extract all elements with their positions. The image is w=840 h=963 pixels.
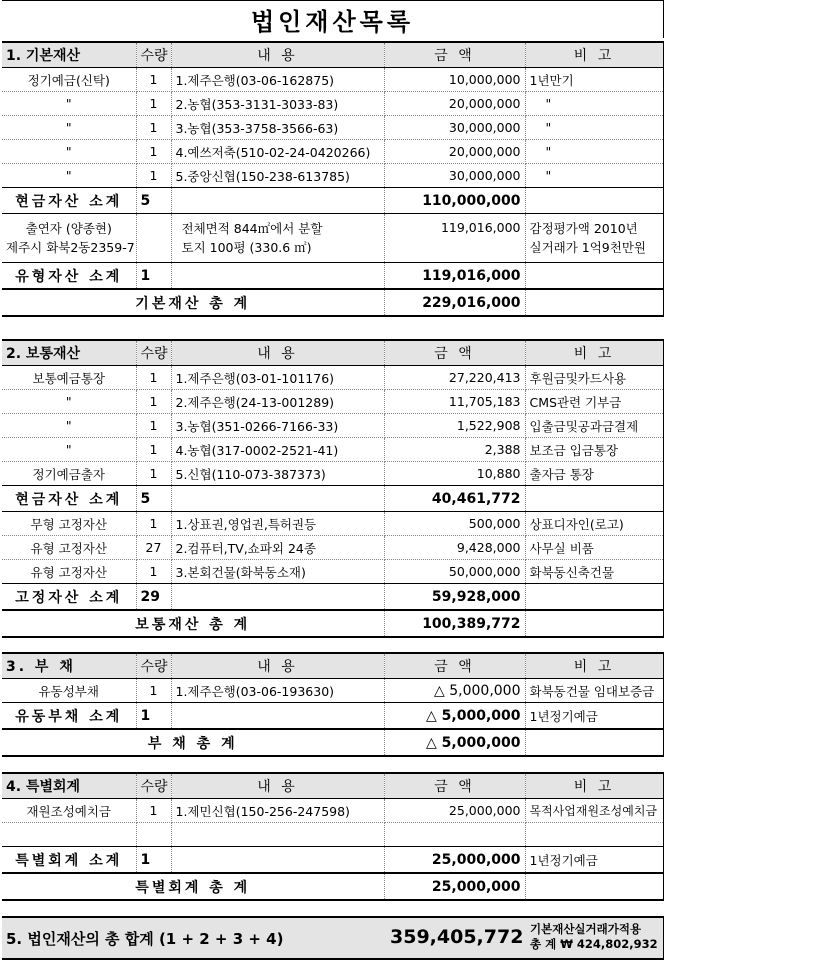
land-desc xyxy=(171,214,384,263)
table-row xyxy=(2,560,663,584)
item-qty: 1 xyxy=(136,679,171,703)
grand-total-note xyxy=(530,922,658,952)
land-desc-line1: 전체면적 844㎡에서 분할 xyxy=(181,221,323,236)
total-amount: 100,389,772 xyxy=(384,610,525,637)
section-title: 3. 부 채 xyxy=(2,653,136,679)
col-desc-header: 내 용 xyxy=(171,773,384,799)
item-desc: 2.농협(353-3131-3033-83) xyxy=(171,92,384,116)
table-row xyxy=(2,679,663,703)
subtotal-note: 1년정기예금 xyxy=(525,847,663,874)
item-amount: 10,880 xyxy=(384,462,525,486)
item-name: 무형 고정자산 xyxy=(2,512,136,536)
item-qty: 27 xyxy=(136,536,171,560)
total-amount: 25,000,000 xyxy=(384,873,525,900)
item-amount: 9,428,000 xyxy=(384,536,525,560)
subtotal-row xyxy=(2,584,663,611)
item-note: 목적사업재원조성예치금 xyxy=(525,799,663,823)
item-note: 보조금 입금통장 xyxy=(525,438,663,462)
table-row xyxy=(2,438,663,462)
item-name: 보통예금통장 xyxy=(2,366,136,390)
item-note: CMS관련 기부금 xyxy=(525,390,663,414)
col-desc-header: 내 용 xyxy=(171,653,384,679)
land-owner-line2: 제주시 화북2동2359-7 xyxy=(6,240,135,255)
land-note-line1: 감정평가액 2010년 xyxy=(529,221,638,236)
subtotal-row xyxy=(2,847,663,874)
item-qty: 1 xyxy=(136,116,171,140)
item-amount: 27,220,413 xyxy=(384,366,525,390)
land-owner-line1: 출연자 (양종현) xyxy=(25,221,112,236)
item-amount: 2,388 xyxy=(384,438,525,462)
land-note-line2: 실거래가 1억9천만원 xyxy=(529,240,646,255)
col-amount-header: 금 액 xyxy=(384,340,525,366)
item-amount: 50,000,000 xyxy=(384,560,525,584)
item-name: " xyxy=(2,92,136,116)
item-qty: 1 xyxy=(136,512,171,536)
item-desc: 3.본회건물(화북동소재) xyxy=(171,560,384,584)
basic-property-table xyxy=(2,41,664,317)
item-name: 정기예금(신탁) xyxy=(2,68,136,92)
item-amount: 11,705,183 xyxy=(384,390,525,414)
item-note: 출자금 통장 xyxy=(525,462,663,486)
total-row xyxy=(2,729,663,756)
item-note: 후원금및카드사용 xyxy=(525,366,663,390)
section-title: 2. 보통재산 xyxy=(2,340,136,366)
item-qty: 1 xyxy=(136,799,171,823)
land-desc-line2: 토지 100평 (330.6 ㎡) xyxy=(181,240,312,255)
subtotal-row xyxy=(2,263,663,290)
col-qty-header: 수량 xyxy=(136,340,171,366)
item-note: " xyxy=(525,92,663,116)
total-row xyxy=(2,610,663,637)
total-label: 특별회계 총 계 xyxy=(2,873,384,900)
table-row xyxy=(2,823,663,847)
subtotal-row xyxy=(2,188,663,214)
section-header xyxy=(2,42,663,68)
col-qty-header: 수량 xyxy=(136,42,171,68)
item-amount: 20,000,000 xyxy=(384,92,525,116)
item-note: 입출금및공과금결제 xyxy=(525,414,663,438)
subtotal-label: 현금자산 소계 xyxy=(2,188,136,214)
col-note-header: 비 고 xyxy=(525,340,663,366)
item-desc: 1.제주은행(03-06-162875) xyxy=(171,68,384,92)
item-name: 유동성부채 xyxy=(2,679,136,703)
item-desc: 1.제주은행(03-01-101176) xyxy=(171,366,384,390)
item-note: 사무실 비품 xyxy=(525,536,663,560)
total-row xyxy=(2,873,663,900)
item-amount: △ 5,000,000 xyxy=(384,679,525,703)
subtotal-qty: 5 xyxy=(136,486,171,512)
col-qty-header: 수량 xyxy=(136,653,171,679)
subtotal-qty: 1 xyxy=(136,703,171,730)
item-name: 유형 고정자산 xyxy=(2,536,136,560)
item-qty: 1 xyxy=(136,68,171,92)
table-row xyxy=(2,140,663,164)
item-qty: 1 xyxy=(136,414,171,438)
item-note: " xyxy=(525,140,663,164)
grand-note-line2: 총 계 ₩ 424,802,932 xyxy=(530,937,658,951)
item-qty: 1 xyxy=(136,438,171,462)
item-qty: 1 xyxy=(136,390,171,414)
table-row xyxy=(2,366,663,390)
item-amount: 30,000,000 xyxy=(384,116,525,140)
item-qty: 1 xyxy=(136,92,171,116)
item-name: 재원조성예치금 xyxy=(2,799,136,823)
subtotal-label: 특별회계 소계 xyxy=(2,847,136,874)
col-amount-header: 금 액 xyxy=(384,773,525,799)
item-desc: 1.제민신협(150-256-247598) xyxy=(171,799,384,823)
subtotal-label: 유형자산 소계 xyxy=(2,263,136,290)
subtotal-label: 유동부채 소계 xyxy=(2,703,136,730)
section-title: 4. 특별회계 xyxy=(2,773,136,799)
table-row xyxy=(2,414,663,438)
subtotal-amount: △ 5,000,000 xyxy=(384,703,525,730)
section-header xyxy=(2,773,663,799)
section-title: 1. 기본재산 xyxy=(2,42,136,68)
item-qty: 1 xyxy=(136,164,171,188)
subtotal-qty: 1 xyxy=(136,847,171,874)
item-amount: 500,000 xyxy=(384,512,525,536)
land-note xyxy=(525,214,663,263)
subtotal-row xyxy=(2,486,663,512)
col-note-header: 비 고 xyxy=(525,42,663,68)
item-note: 화북동신축건물 xyxy=(525,560,663,584)
item-desc: 5.신협(110-073-387373) xyxy=(171,462,384,486)
subtotal-amount: 25,000,000 xyxy=(384,847,525,874)
col-amount-header: 금 액 xyxy=(384,653,525,679)
table-row xyxy=(2,512,663,536)
subtotal-label: 고정자산 소계 xyxy=(2,584,136,611)
item-name: " xyxy=(2,414,136,438)
subtotal-amount: 119,016,000 xyxy=(384,263,525,290)
subtotal-qty: 5 xyxy=(136,188,171,214)
land-amount: 119,016,000 xyxy=(384,214,525,263)
item-desc: 2.제주은행(24-13-001289) xyxy=(171,390,384,414)
liabilities-table xyxy=(2,652,664,757)
item-qty: 1 xyxy=(136,462,171,486)
item-name: " xyxy=(2,164,136,188)
item-note: 화북동건물 임대보증금 xyxy=(525,679,663,703)
item-name: " xyxy=(2,140,136,164)
section-header xyxy=(2,653,663,679)
item-note: 상표디자인(로고) xyxy=(525,512,663,536)
grand-note-line1: 기본재산실거래가적용 xyxy=(530,922,642,936)
grand-total-label: 5. 법인재산의 총 합계 (1 + 2 + 3 + 4) xyxy=(6,930,284,948)
item-desc: 4.예쓰저축(510-02-24-0420266) xyxy=(171,140,384,164)
subtotal-amount: 40,461,772 xyxy=(384,486,525,512)
table-row xyxy=(2,214,663,263)
col-note-header: 비 고 xyxy=(525,653,663,679)
item-amount: 20,000,000 xyxy=(384,140,525,164)
table-row xyxy=(2,92,663,116)
item-desc: 5.중앙신협(150-238-613785) xyxy=(171,164,384,188)
col-desc-header: 내 용 xyxy=(171,340,384,366)
subtotal-label: 현금자산 소계 xyxy=(2,486,136,512)
item-name: " xyxy=(2,116,136,140)
item-amount: 30,000,000 xyxy=(384,164,525,188)
col-qty-header: 수량 xyxy=(136,773,171,799)
item-qty: 1 xyxy=(136,366,171,390)
item-name: " xyxy=(2,390,136,414)
col-desc-header: 내 용 xyxy=(171,42,384,68)
table-row xyxy=(2,116,663,140)
total-amount: 229,016,000 xyxy=(384,289,525,316)
item-amount: 25,000,000 xyxy=(384,799,525,823)
subtotal-qty: 29 xyxy=(136,584,171,611)
total-label: 보통재산 총 계 xyxy=(2,610,384,637)
item-desc: 3.농협(351-0266-7166-33) xyxy=(171,414,384,438)
grand-total-amount: 359,405,772 xyxy=(390,926,524,948)
total-row xyxy=(2,289,663,316)
item-note: " xyxy=(525,116,663,140)
item-note: " xyxy=(525,164,663,188)
subtotal-row xyxy=(2,703,663,730)
subtotal-qty: 1 xyxy=(136,263,171,290)
col-amount-header: 금 액 xyxy=(384,42,525,68)
table-row xyxy=(2,390,663,414)
special-account-table xyxy=(2,772,664,901)
subtotal-amount: 59,928,000 xyxy=(384,584,525,611)
total-label: 기본재산 총 계 xyxy=(2,289,384,316)
total-amount: △ 5,000,000 xyxy=(384,729,525,756)
table-row xyxy=(2,164,663,188)
total-label: 부 채 총 계 xyxy=(2,729,384,756)
item-desc: 4.농협(317-0002-2521-41) xyxy=(171,438,384,462)
table-row xyxy=(2,799,663,823)
item-qty: 1 xyxy=(136,560,171,584)
table-row xyxy=(2,68,663,92)
item-name: " xyxy=(2,438,136,462)
item-note: 1년만기 xyxy=(525,68,663,92)
item-name: 유형 고정자산 xyxy=(2,560,136,584)
subtotal-amount: 110,000,000 xyxy=(384,188,525,214)
item-desc: 2.컴퓨터,TV,쇼파외 24종 xyxy=(171,536,384,560)
subtotal-note: 1년정기예금 xyxy=(525,703,663,730)
section-header xyxy=(2,340,663,366)
item-desc: 3.농협(353-3758-3566-63) xyxy=(171,116,384,140)
table-row xyxy=(2,536,663,560)
table-row xyxy=(2,462,663,486)
grand-total xyxy=(2,916,664,960)
item-qty: 1 xyxy=(136,140,171,164)
item-desc: 1.제주은행(03-06-193630) xyxy=(171,679,384,703)
item-name: 정기예금출자 xyxy=(2,462,136,486)
col-note-header: 비 고 xyxy=(525,773,663,799)
item-amount: 1,522,908 xyxy=(384,414,525,438)
general-property-table xyxy=(2,339,664,638)
item-desc: 1.상표권,영업권,특허권등 xyxy=(171,512,384,536)
land-owner xyxy=(2,214,136,263)
page-title: 법인재산목록 xyxy=(2,0,664,38)
item-amount: 10,000,000 xyxy=(384,68,525,92)
